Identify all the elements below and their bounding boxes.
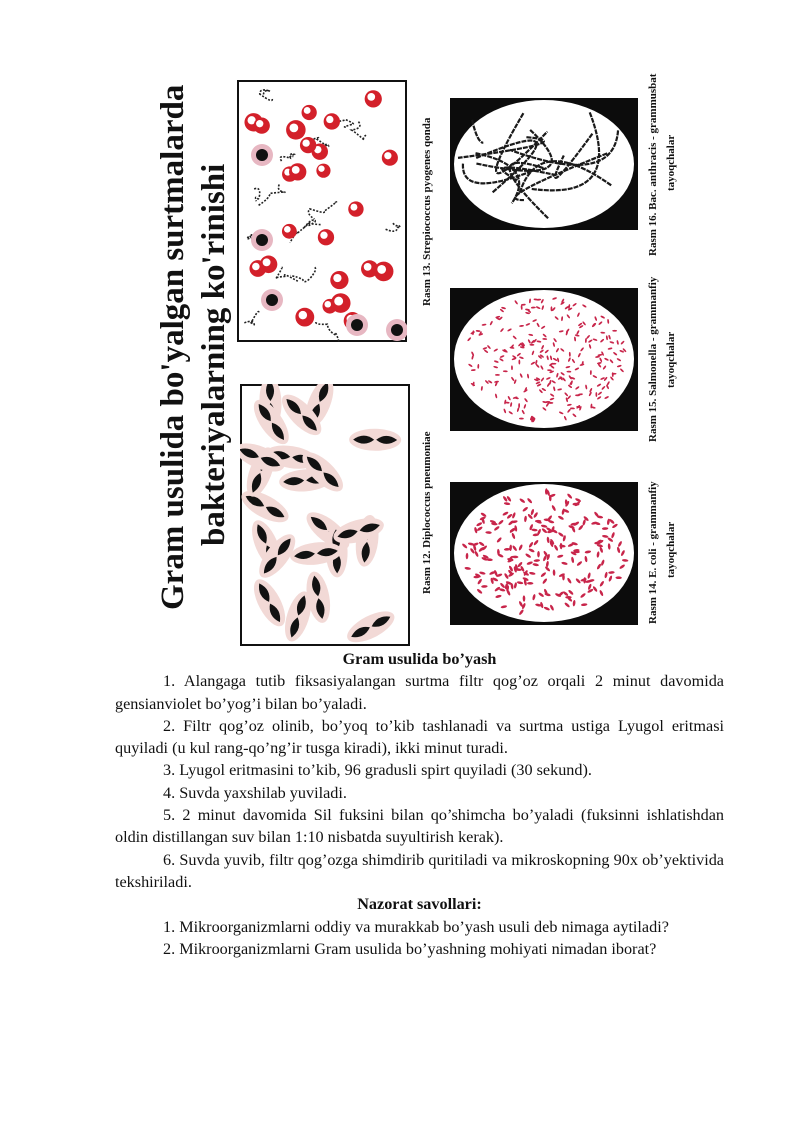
document-body bbox=[115, 648, 724, 960]
caption-rasm16-line2: tayoqchalar bbox=[665, 134, 677, 191]
question-2: 2. Mikroorganizmlarni Gram usulida bo’yashning mohiyati nimadan iborat? bbox=[163, 939, 657, 958]
caption-rasm15-line1: Rasm 15. Salmonella - grammanfiy bbox=[647, 276, 659, 442]
panel-bac-anthracis bbox=[450, 98, 638, 230]
section-heading-questions: Nazorat savollari: bbox=[357, 895, 482, 914]
section-heading-gram: Gram usulida bo’yash bbox=[342, 650, 497, 668]
caption-rasm14-line2: tayoqchalar bbox=[665, 521, 677, 578]
caption-rasm14-line1: Rasm 14. E. coli - grammanfiy bbox=[647, 481, 659, 624]
panel-e-coli bbox=[450, 482, 638, 625]
panel-streptococcus bbox=[237, 80, 407, 342]
step-3: 3. Lyugol eritmasini to’kib, 96 gradusli spirt quyiladi (30 sekund). bbox=[163, 761, 592, 780]
panel-diplococcus bbox=[240, 384, 410, 646]
step-2: 2. Filtr qog’oz olinib, bo’yoq to’kib tashlanadi va surtma ustiga Lyugol eritmasi quyiladi (u kul rang-qo’ng’ir tusga kiradi), ikki minut turadi. bbox=[115, 716, 724, 758]
caption-rasm13: Rasm 13. Strepiococcus pyogenes qonda bbox=[421, 117, 433, 306]
caption-rasm12: Rasm 12. Diplococcus pneumoniae bbox=[421, 431, 433, 594]
question-1: 1. Mikroorganizmlarni oddiy va murakkab bo’yash usuli deb nimaga aytiladi? bbox=[163, 917, 669, 936]
panel-salmonella bbox=[450, 288, 638, 431]
figure-title-line1: Gram usulida bo'yalgan surtmalarda bbox=[155, 84, 191, 610]
caption-rasm16-line1: Rasm 16. Bac. anthracis - grammusbat bbox=[647, 73, 659, 256]
step-4: 4. Suvda yaxshilab yuviladi. bbox=[163, 783, 347, 802]
figure-title-line2: bakteriyalarning ko'rinishi bbox=[196, 163, 232, 546]
step-5: 5. 2 minut davomida Sil fuksini bilan qo’shimcha bo’yaladi (fuksinni ishlatishdan oldin distillangan suv bilan 1:10 nisbatda suyultirish kerak). bbox=[115, 806, 724, 847]
caption-rasm15-line2: tayoqchalar bbox=[665, 331, 677, 388]
step-1: 1. Alangaga tutib fiksasiyalangan surtma filtr qog’oz orqali 2 minut davomida gensianviolet bo’yog’i bilan bo’yaladi. bbox=[115, 672, 724, 713]
bacteria-figure bbox=[150, 73, 677, 646]
step-6: 6. Suvda yuvib, filtr qog’ozga shimdirib quritiladi va mikroskopning 90x ob’yektivida tekshiriladi. bbox=[115, 850, 724, 891]
